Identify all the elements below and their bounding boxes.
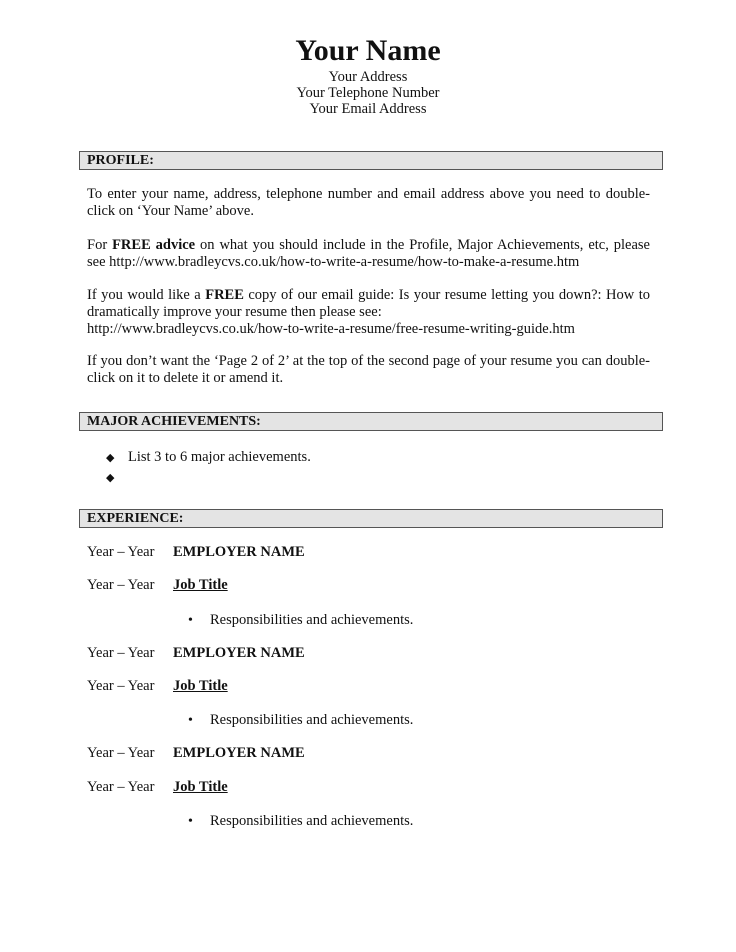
bullet-icon: • xyxy=(188,713,193,728)
job-title-row xyxy=(87,779,228,796)
job-title-row xyxy=(87,577,228,594)
job-years: Year – Year xyxy=(87,779,155,795)
job-title-row xyxy=(87,678,228,695)
employer-name: EMPLOYER NAME xyxy=(173,745,305,761)
responsibility-item: • Responsibilities and achievements. xyxy=(188,712,414,728)
experience-heading: EXPERIENCE: xyxy=(79,509,663,528)
job-years: Year – Year xyxy=(87,678,155,694)
candidate-email[interactable]: Your Email Address xyxy=(309,101,427,117)
job-title: Job Title xyxy=(173,678,228,694)
achievement-item: ◆ List 3 to 6 major achievements. xyxy=(106,449,311,465)
bullet-icon: • xyxy=(188,814,193,829)
diamond-bullet-icon: ◆ xyxy=(106,472,115,484)
p2-bold: FREE advice xyxy=(112,237,196,253)
achievement-item xyxy=(106,469,128,487)
employer-row xyxy=(87,544,305,561)
employer-name: EMPLOYER NAME xyxy=(173,645,305,661)
employment-years: Year – Year xyxy=(87,745,155,761)
achievements-heading: MAJOR ACHIEVEMENTS: xyxy=(79,412,663,431)
candidate-address[interactable]: Your Address xyxy=(328,69,408,85)
profile-heading: PROFILE: xyxy=(79,151,663,170)
p2-prefix: For xyxy=(87,237,113,253)
job-title: Job Title xyxy=(173,577,228,593)
diamond-bullet-icon: ◆ xyxy=(106,452,115,464)
bullet-icon: • xyxy=(188,613,193,628)
responsibility-item: • Responsibilities and achievements. xyxy=(188,612,414,628)
p2-rest: on what you should include in the Profile, Major Achievements, etc, please see http://www.bradleycvs.co.uk/how-to-write-a-resume/how-to-make-a-resume.htm xyxy=(87,237,650,270)
employer-row xyxy=(87,645,305,662)
profile-paragraph-2 xyxy=(87,237,650,271)
employer-name: EMPLOYER NAME xyxy=(173,544,305,560)
profile-paragraph-4: If you don’t want the ‘Page 2 of 2’ at the top of the second page of your resume you can double-click on it to delete it or amend it. xyxy=(87,353,650,386)
employment-years: Year – Year xyxy=(87,645,155,661)
job-title: Job Title xyxy=(173,779,228,795)
p3-link[interactable]: http://www.bradleycvs.co.uk/how-to-write-a-resume/free-resume-writing-guide.htm xyxy=(87,321,575,337)
p3-prefix: If you would like a xyxy=(87,287,206,303)
candidate-telephone[interactable]: Your Telephone Number xyxy=(296,85,440,101)
employer-row xyxy=(87,745,305,762)
p3-rest: copy of our email guide: Is your resume letting you down?: How to dramatically improve your resume then please see: xyxy=(87,287,650,320)
employment-years: Year – Year xyxy=(87,544,155,560)
profile-paragraph-1: To enter your name, address, telephone number and email address above you need to double-click on ‘Your Name’ above. xyxy=(87,186,650,219)
resume-header xyxy=(0,33,736,117)
responsibility-item: • Responsibilities and achievements. xyxy=(188,813,414,829)
job-years: Year – Year xyxy=(87,577,155,593)
profile-paragraph-3 xyxy=(87,287,650,338)
candidate-name[interactable]: Your Name xyxy=(295,34,441,67)
p3-bold: FREE xyxy=(205,287,244,303)
